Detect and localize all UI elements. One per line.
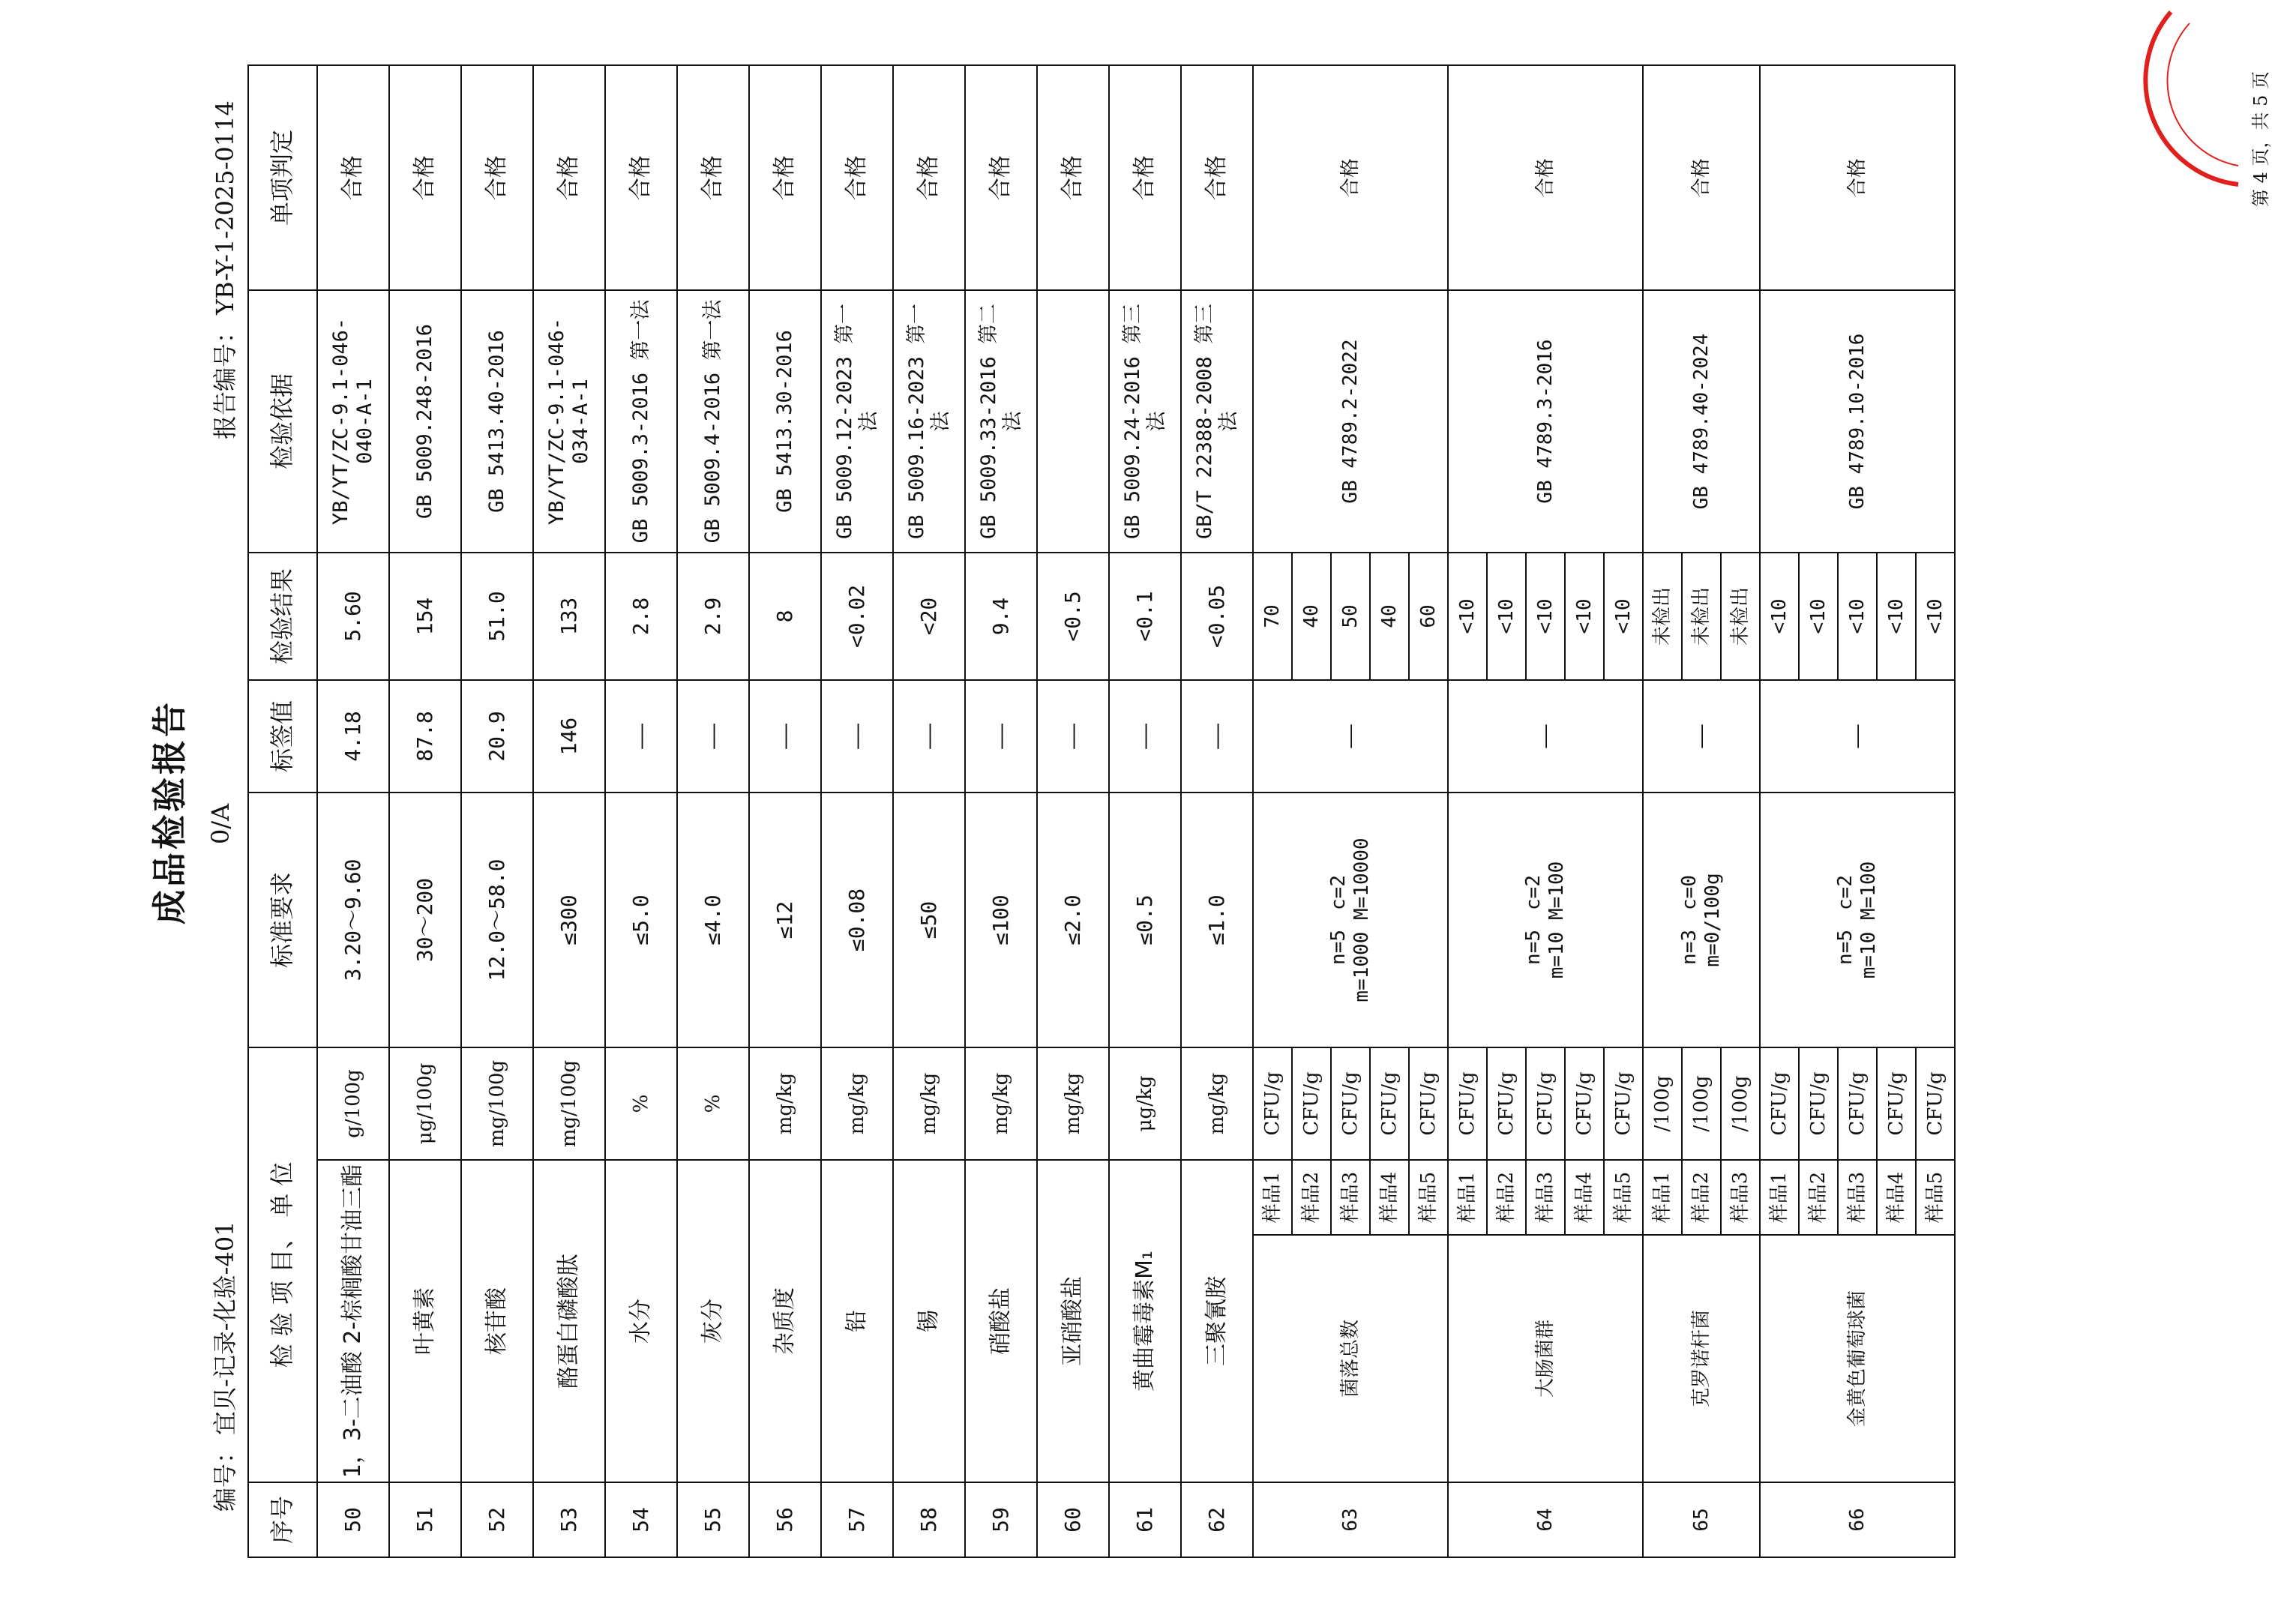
header-requirement: 标准要求 — [248, 793, 317, 1047]
unit-cell: CFU/g — [1331, 1047, 1370, 1160]
result-cell: <10 — [1838, 553, 1877, 680]
label-value-cell: —— — [1037, 680, 1109, 793]
result-cell: <0.1 — [1109, 553, 1181, 680]
label-value-cell: —— — [1181, 680, 1253, 793]
table-row — [389, 65, 461, 1557]
table-header-row — [248, 65, 317, 1557]
unit-cell: CFU/g — [1838, 1047, 1877, 1160]
table-row — [1037, 65, 1109, 1557]
item-name-cell: 克罗诺杆菌 — [1643, 1235, 1760, 1482]
requirement-cell: 30～200 — [389, 793, 461, 1047]
table-row — [1109, 65, 1181, 1557]
requirement-cell: ≤0.08 — [821, 793, 893, 1047]
basis-cell: GB 5009.3-2016 第一法 — [605, 290, 677, 553]
unit-cell: CFU/g — [1253, 1047, 1292, 1160]
table-row — [1181, 65, 1253, 1557]
result-cell: 5.60 — [317, 553, 389, 680]
item-name-cell: 黄曲霉毒素M₁ — [1109, 1160, 1181, 1482]
unit-cell: mg/100g — [461, 1047, 533, 1160]
sample-name-cell: 样品2 — [1799, 1160, 1838, 1235]
label-value-cell: —— — [677, 680, 749, 793]
seq-cell: 66 — [1760, 1482, 1955, 1557]
result-cell: <10 — [1526, 553, 1565, 680]
seq-cell: 53 — [533, 1482, 605, 1557]
label-value-cell: —— — [1448, 680, 1643, 793]
table-row — [1643, 65, 1682, 1557]
requirement-cell: 12.0～58.0 — [461, 793, 533, 1047]
result-cell: <10 — [1799, 553, 1838, 680]
sample-name-cell: 样品1 — [1253, 1160, 1292, 1235]
unit-cell: CFU/g — [1292, 1047, 1331, 1160]
basis-cell: GB 5009.16-2023 第一法 — [893, 290, 965, 553]
unit-cell: mg/100g — [533, 1047, 605, 1160]
report-number-value: YB-Y-1-2025-0114 — [211, 100, 239, 315]
unit-cell: mg/kg — [821, 1047, 893, 1160]
unit-cell: /100g — [1643, 1047, 1682, 1160]
basis-cell: GB 5413.40-2016 — [461, 290, 533, 553]
requirement-cell: n=3 c=0 m=0/100g — [1643, 793, 1760, 1047]
label-value-cell: —— — [893, 680, 965, 793]
unit-cell: mg/kg — [749, 1047, 821, 1160]
seq-cell: 51 — [389, 1482, 461, 1557]
result-cell: <10 — [1448, 553, 1487, 680]
label-value-cell: —— — [965, 680, 1037, 793]
seq-cell: 55 — [677, 1482, 749, 1557]
item-name-cell: 1，3-二油酸 2-棕榈酸甘油三酯 — [317, 1160, 389, 1482]
table-row — [1760, 65, 1799, 1557]
version-code: 0/A — [206, 803, 235, 844]
unit-cell: mg/kg — [893, 1047, 965, 1160]
result-cell: <20 — [893, 553, 965, 680]
header-verdict: 单项判定 — [248, 65, 317, 290]
label-value-cell: —— — [1109, 680, 1181, 793]
result-cell: 154 — [389, 553, 461, 680]
result-cell: <10 — [1877, 553, 1916, 680]
sample-name-cell: 样品2 — [1487, 1160, 1526, 1235]
item-name-cell: 铅 — [821, 1160, 893, 1482]
verdict-cell: 合格 — [389, 65, 461, 290]
result-cell: 未检出 — [1721, 553, 1760, 680]
label-value-cell: 20.9 — [461, 680, 533, 793]
result-cell: <10 — [1760, 553, 1799, 680]
label-value-cell: —— — [605, 680, 677, 793]
result-cell: 40 — [1292, 553, 1331, 680]
unit-cell: % — [677, 1047, 749, 1160]
item-name-cell: 三聚氰胺 — [1181, 1160, 1253, 1482]
sample-name-cell: 样品1 — [1643, 1160, 1682, 1235]
unit-cell: CFU/g — [1565, 1047, 1604, 1160]
seq-cell: 56 — [749, 1482, 821, 1557]
sample-name-cell: 样品2 — [1292, 1160, 1331, 1235]
item-name-cell: 杂质度 — [749, 1160, 821, 1482]
verdict-cell: 合格 — [317, 65, 389, 290]
report-number — [206, 100, 241, 439]
table-row — [533, 65, 605, 1557]
requirement-cell: ≤12 — [749, 793, 821, 1047]
sample-name-cell: 样品5 — [1409, 1160, 1448, 1235]
item-name-cell: 核苷酸 — [461, 1160, 533, 1482]
verdict-cell: 合格 — [1448, 65, 1643, 290]
item-name-cell: 水分 — [605, 1160, 677, 1482]
requirement-cell: ≤100 — [965, 793, 1037, 1047]
sample-name-cell: 样品5 — [1604, 1160, 1643, 1235]
requirement-cell: n=5 c=2 m=10 M=100 — [1760, 793, 1955, 1047]
basis-cell: GB 5009.12-2023 第一法 — [821, 290, 893, 553]
record-number-label: 编号： — [211, 1439, 239, 1512]
item-name-cell: 叶黄素 — [389, 1160, 461, 1482]
requirement-cell: n=5 c=2 m=10 M=100 — [1448, 793, 1643, 1047]
verdict-cell: 合格 — [749, 65, 821, 290]
label-value-cell: —— — [1760, 680, 1955, 793]
item-name-cell: 锡 — [893, 1160, 965, 1482]
basis-cell: GB 5009.248-2016 — [389, 290, 461, 553]
verdict-cell: 合格 — [605, 65, 677, 290]
verdict-cell: 合格 — [533, 65, 605, 290]
header-item-unit: 检 验 项 目、 单 位 — [248, 1047, 317, 1482]
red-stamp — [2126, 4, 2246, 199]
verdict-cell: 合格 — [1109, 65, 1181, 290]
sample-name-cell: 样品4 — [1370, 1160, 1409, 1235]
basis-cell: GB 4789.2-2022 — [1253, 290, 1448, 553]
seq-cell: 63 — [1253, 1482, 1448, 1557]
table-row — [1448, 65, 1487, 1557]
label-value-cell: 4.18 — [317, 680, 389, 793]
result-cell: <10 — [1487, 553, 1526, 680]
record-number-value: 宜贝-记录-化验-401 — [211, 1221, 239, 1435]
sample-name-cell: 样品3 — [1526, 1160, 1565, 1235]
seq-cell: 64 — [1448, 1482, 1643, 1557]
result-cell: <0.02 — [821, 553, 893, 680]
result-cell: 未检出 — [1643, 553, 1682, 680]
seq-cell: 61 — [1109, 1482, 1181, 1557]
table-row — [317, 65, 389, 1557]
basis-cell: GB 4789.10-2016 — [1760, 290, 1955, 553]
requirement-cell: ≤1.0 — [1181, 793, 1253, 1047]
result-cell: 2.9 — [677, 553, 749, 680]
header-seq: 序号 — [248, 1482, 317, 1557]
header-basis: 检验依据 — [248, 290, 317, 553]
sample-name-cell: 样品1 — [1760, 1160, 1799, 1235]
result-cell: 60 — [1409, 553, 1448, 680]
result-cell: 未检出 — [1682, 553, 1721, 680]
table-row — [749, 65, 821, 1557]
item-name-cell: 酪蛋白磷酸肽 — [533, 1160, 605, 1482]
unit-cell: CFU/g — [1799, 1047, 1838, 1160]
sample-name-cell: 样品3 — [1838, 1160, 1877, 1235]
table-row — [677, 65, 749, 1557]
basis-cell: GB 4789.3-2016 — [1448, 290, 1643, 553]
verdict-cell: 合格 — [893, 65, 965, 290]
requirement-cell: 3.20～9.60 — [317, 793, 389, 1047]
requirement-cell: ≤0.5 — [1109, 793, 1181, 1047]
basis-cell: GB 5009.24-2016 第三法 — [1109, 290, 1181, 553]
result-cell: <0.5 — [1037, 553, 1109, 680]
result-cell: 8 — [749, 553, 821, 680]
requirement-cell: n=5 c=2 m=1000 M=10000 — [1253, 793, 1448, 1047]
unit-cell: CFU/g — [1877, 1047, 1916, 1160]
result-cell: <10 — [1916, 553, 1955, 680]
unit-cell: CFU/g — [1448, 1047, 1487, 1160]
unit-cell: /100g — [1682, 1047, 1721, 1160]
basis-cell: YB/YT/ZC-9.1-046-040-A-1 — [317, 290, 389, 553]
seq-cell: 58 — [893, 1482, 965, 1557]
verdict-cell: 合格 — [965, 65, 1037, 290]
result-cell: <0.05 — [1181, 553, 1253, 680]
record-number — [206, 1221, 241, 1512]
verdict-cell: 合格 — [1037, 65, 1109, 290]
inspection-table — [247, 64, 1956, 1558]
basis-cell: GB 5009.33-2016 第二法 — [965, 290, 1037, 553]
requirement-cell: ≤5.0 — [605, 793, 677, 1047]
verdict-cell: 合格 — [1760, 65, 1955, 290]
result-cell: 70 — [1253, 553, 1292, 680]
sample-name-cell: 样品5 — [1916, 1160, 1955, 1235]
table-body — [317, 65, 1955, 1557]
result-cell: 9.4 — [965, 553, 1037, 680]
result-cell: 51.0 — [461, 553, 533, 680]
report-number-label: 报告编号： — [211, 319, 239, 439]
table-row — [1253, 65, 1292, 1557]
seq-cell: 52 — [461, 1482, 533, 1557]
seq-cell: 62 — [1181, 1482, 1253, 1557]
unit-cell: CFU/g — [1526, 1047, 1565, 1160]
sample-name-cell: 样品1 — [1448, 1160, 1487, 1235]
result-cell: <10 — [1604, 553, 1643, 680]
result-cell: <10 — [1565, 553, 1604, 680]
unit-cell: CFU/g — [1760, 1047, 1799, 1160]
label-value-cell: —— — [749, 680, 821, 793]
requirement-cell: ≤2.0 — [1037, 793, 1109, 1047]
table-row — [461, 65, 533, 1557]
seq-cell: 50 — [317, 1482, 389, 1557]
requirement-cell: ≤50 — [893, 793, 965, 1047]
result-cell: 133 — [533, 553, 605, 680]
verdict-cell: 合格 — [1643, 65, 1760, 290]
label-value-cell: —— — [821, 680, 893, 793]
page-number: 第 4 页，共 5 页 — [2250, 70, 2271, 207]
unit-cell: CFU/g — [1487, 1047, 1526, 1160]
verdict-cell: 合格 — [677, 65, 749, 290]
unit-cell: % — [605, 1047, 677, 1160]
item-name-cell: 硝酸盐 — [965, 1160, 1037, 1482]
unit-cell: μg/kg — [1109, 1047, 1181, 1160]
label-value-cell: —— — [1253, 680, 1448, 793]
label-value-cell: —— — [1643, 680, 1760, 793]
requirement-cell: ≤4.0 — [677, 793, 749, 1047]
seq-cell: 60 — [1037, 1482, 1109, 1557]
item-name-cell: 金黄色葡萄球菌 — [1760, 1235, 1955, 1482]
unit-cell: mg/kg — [1181, 1047, 1253, 1160]
unit-cell: CFU/g — [1370, 1047, 1409, 1160]
table-row — [821, 65, 893, 1557]
verdict-cell: 合格 — [821, 65, 893, 290]
unit-cell: /100g — [1721, 1047, 1760, 1160]
sample-name-cell: 样品4 — [1877, 1160, 1916, 1235]
item-name-cell: 菌落总数 — [1253, 1235, 1448, 1482]
basis-cell: GB 5009.4-2016 第一法 — [677, 290, 749, 553]
result-cell: 40 — [1370, 553, 1409, 680]
unit-cell: CFU/g — [1604, 1047, 1643, 1160]
sample-name-cell: 样品3 — [1331, 1160, 1370, 1235]
basis-cell: YB/YT/ZC-9.1-046-034-A-1 — [533, 290, 605, 553]
sample-name-cell: 样品3 — [1721, 1160, 1760, 1235]
sample-name-cell: 样品2 — [1682, 1160, 1721, 1235]
seq-cell: 59 — [965, 1482, 1037, 1557]
label-value-cell: 87.8 — [389, 680, 461, 793]
seq-cell: 65 — [1643, 1482, 1760, 1557]
item-name-cell: 大肠菌群 — [1448, 1235, 1643, 1482]
basis-cell: GB/T 22388-2008 第三法 — [1181, 290, 1253, 553]
requirement-cell: ≤300 — [533, 793, 605, 1047]
seq-cell: 54 — [605, 1482, 677, 1557]
table-row — [605, 65, 677, 1557]
item-name-cell: 灰分 — [677, 1160, 749, 1482]
unit-cell: mg/kg — [1037, 1047, 1109, 1160]
page-title: 成品检验报告 — [149, 700, 190, 924]
sample-name-cell: 样品4 — [1565, 1160, 1604, 1235]
verdict-cell: 合格 — [461, 65, 533, 290]
basis-cell — [1037, 290, 1109, 553]
header-result: 检验结果 — [248, 553, 317, 680]
basis-cell: GB 5413.30-2016 — [749, 290, 821, 553]
basis-cell: GB 4789.40-2024 — [1643, 290, 1760, 553]
unit-cell: mg/kg — [965, 1047, 1037, 1160]
verdict-cell: 合格 — [1181, 65, 1253, 290]
unit-cell: CFU/g — [1409, 1047, 1448, 1160]
item-name-cell: 亚硝酸盐 — [1037, 1160, 1109, 1482]
table-row — [893, 65, 965, 1557]
result-cell: 50 — [1331, 553, 1370, 680]
table-row — [965, 65, 1037, 1557]
result-cell: 2.8 — [605, 553, 677, 680]
unit-cell: μg/100g — [389, 1047, 461, 1160]
unit-cell: CFU/g — [1916, 1047, 1955, 1160]
label-value-cell: 146 — [533, 680, 605, 793]
header-label-value: 标签值 — [248, 680, 317, 793]
verdict-cell: 合格 — [1253, 65, 1448, 290]
seq-cell: 57 — [821, 1482, 893, 1557]
unit-cell: g/100g — [317, 1047, 389, 1160]
